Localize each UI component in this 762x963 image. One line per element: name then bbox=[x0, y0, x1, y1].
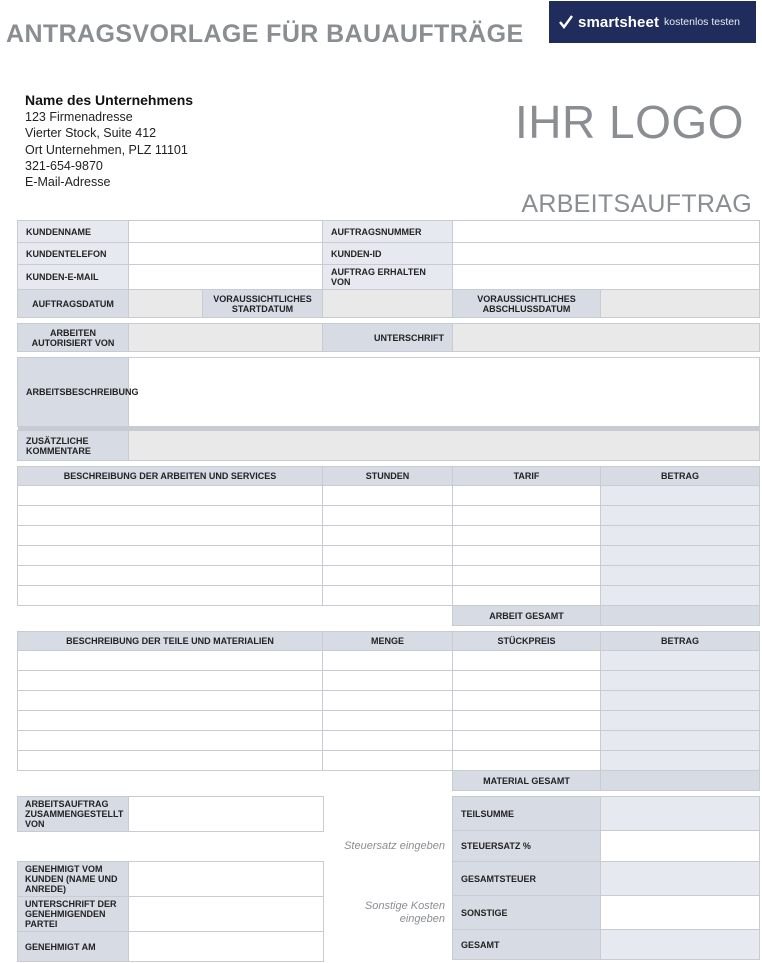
material-unit-price-cell[interactable] bbox=[453, 751, 601, 771]
labor-hours-cell[interactable] bbox=[323, 526, 453, 546]
subtotal-label: TEILSUMME bbox=[453, 797, 601, 831]
tax-rate-field[interactable] bbox=[601, 831, 760, 862]
material-quantity-cell[interactable] bbox=[323, 711, 453, 731]
material-unit-price-cell[interactable] bbox=[453, 731, 601, 751]
approved-by-customer-label: GENEHMIGT VOM KUNDEN (NAME UND ANREDE) bbox=[18, 862, 129, 897]
grand-total-field[interactable] bbox=[601, 930, 760, 960]
company-address-1: 123 Firmenadresse bbox=[25, 110, 133, 124]
description-table bbox=[17, 357, 760, 461]
est-start-label: VORAUSSICHTLICHES STARTDATUM bbox=[203, 290, 323, 318]
trial-cta: kostenlos testen bbox=[664, 16, 740, 28]
table-row bbox=[18, 486, 760, 506]
table-row bbox=[18, 586, 760, 606]
materials-col-unit-price: STÜCKPREIS bbox=[453, 632, 601, 651]
labor-amount-cell[interactable] bbox=[601, 486, 760, 506]
labor-description-cell[interactable] bbox=[18, 526, 323, 546]
labor-rate-cell[interactable] bbox=[453, 566, 601, 586]
materials-total-label: MATERIAL GESAMT bbox=[453, 771, 601, 791]
labor-hours-cell[interactable] bbox=[323, 506, 453, 526]
material-description-cell[interactable] bbox=[18, 671, 323, 691]
compiled-by-label: ARBEITSAUFTRAG ZUSAMMENGESTELLT VON bbox=[18, 797, 129, 832]
additional-comments-field[interactable] bbox=[129, 431, 760, 461]
customer-email-label: KUNDEN-E-MAIL bbox=[18, 265, 129, 290]
labor-total-spacer bbox=[323, 606, 453, 626]
materials-total-spacer bbox=[18, 771, 323, 791]
material-description-cell[interactable] bbox=[18, 711, 323, 731]
labor-rate-cell[interactable] bbox=[453, 526, 601, 546]
company-city: Ort Unternehmen, PLZ 11101 bbox=[25, 142, 188, 157]
customer-id-label: KUNDEN-ID bbox=[323, 243, 453, 265]
labor-rate-cell[interactable] bbox=[453, 486, 601, 506]
material-amount-cell[interactable] bbox=[601, 731, 760, 751]
tax-rate-hint: Steuersatz eingeben bbox=[344, 840, 445, 852]
company-email: E-Mail-Adresse bbox=[25, 175, 111, 190]
table-row bbox=[18, 651, 760, 671]
labor-description-cell[interactable] bbox=[18, 506, 323, 526]
materials-table bbox=[17, 631, 760, 791]
signature-field[interactable] bbox=[453, 324, 760, 352]
est-end-field[interactable] bbox=[601, 290, 760, 318]
work-description-field[interactable] bbox=[129, 358, 760, 427]
totals-table bbox=[452, 796, 760, 960]
approval-table-compiled bbox=[17, 796, 324, 832]
labor-description-cell[interactable] bbox=[18, 546, 323, 566]
material-description-cell[interactable] bbox=[18, 731, 323, 751]
table-row bbox=[18, 671, 760, 691]
customer-email-field[interactable] bbox=[129, 265, 323, 290]
company-phone: 321-654-9870 bbox=[25, 158, 103, 173]
smartsheet-trial-badge[interactable] bbox=[549, 1, 756, 43]
labor-amount-cell[interactable] bbox=[601, 546, 760, 566]
order-received-by-label: AUFTRAG ERHALTEN VON bbox=[323, 265, 453, 290]
customer-id-field[interactable] bbox=[453, 243, 760, 265]
other-costs-hint: Sonstige Kosten eingeben bbox=[364, 900, 445, 925]
material-unit-price-cell[interactable] bbox=[453, 671, 601, 691]
labor-hours-cell[interactable] bbox=[323, 586, 453, 606]
labor-col-hours: STUNDEN bbox=[323, 467, 453, 486]
labor-col-rate: TARIF bbox=[453, 467, 601, 486]
labor-hours-cell[interactable] bbox=[323, 486, 453, 506]
smartsheet-check-icon bbox=[559, 15, 573, 29]
materials-col-description: BESCHREIBUNG DER TEILE UND MATERIALIEN bbox=[18, 632, 323, 651]
grand-total-label: GESAMT bbox=[453, 930, 601, 960]
approved-on-label: GENEHMIGT AM bbox=[18, 932, 129, 962]
labor-col-amount: BETRAG bbox=[601, 467, 760, 486]
document-type: ARBEITSAUFTRAG bbox=[521, 190, 752, 218]
approver-signature-label: UNTERSCHRIFT DER GENEHMIGENDEN PARTEI bbox=[18, 897, 129, 932]
customer-info-table bbox=[17, 220, 760, 290]
labor-amount-cell[interactable] bbox=[601, 566, 760, 586]
total-tax-label: GESAMTSTEUER bbox=[453, 862, 601, 896]
material-quantity-cell[interactable] bbox=[323, 671, 453, 691]
table-row bbox=[18, 566, 760, 586]
dates-table bbox=[17, 289, 760, 318]
material-amount-cell[interactable] bbox=[601, 711, 760, 731]
material-description-cell[interactable] bbox=[18, 651, 323, 671]
material-quantity-cell[interactable] bbox=[323, 691, 453, 711]
table-row bbox=[18, 546, 760, 566]
materials-total-spacer bbox=[323, 771, 453, 791]
material-description-cell[interactable] bbox=[18, 751, 323, 771]
table-row bbox=[18, 711, 760, 731]
customer-name-label: KUNDENNAME bbox=[18, 221, 129, 243]
other-field[interactable] bbox=[601, 896, 760, 930]
company-name: Name des Unternehmens bbox=[25, 92, 194, 108]
authorized-by-label: ARBEITEN AUTORISIERT VON bbox=[18, 324, 129, 352]
material-quantity-cell[interactable] bbox=[323, 751, 453, 771]
labor-description-cell[interactable] bbox=[18, 586, 323, 606]
labor-total-spacer bbox=[18, 606, 323, 626]
material-quantity-cell[interactable] bbox=[323, 651, 453, 671]
table-row bbox=[18, 691, 760, 711]
compiled-by-field[interactable] bbox=[129, 797, 324, 832]
company-address-2: Vierter Stock, Suite 412 bbox=[25, 126, 157, 141]
material-amount-cell[interactable] bbox=[601, 751, 760, 771]
material-description-cell[interactable] bbox=[18, 691, 323, 711]
approved-by-customer-field[interactable] bbox=[129, 862, 324, 897]
material-unit-price-cell[interactable] bbox=[453, 651, 601, 671]
materials-total-field[interactable] bbox=[601, 771, 760, 791]
labor-col-description: BESCHREIBUNG DER ARBEITEN UND SERVICES bbox=[18, 467, 323, 486]
labor-amount-cell[interactable] bbox=[601, 586, 760, 606]
labor-total-field[interactable] bbox=[601, 606, 760, 626]
labor-hours-cell[interactable] bbox=[323, 546, 453, 566]
materials-col-quantity: MENGE bbox=[323, 632, 453, 651]
company-block bbox=[25, 91, 193, 190]
order-date-label: AUFTRAGSDATUM bbox=[18, 290, 129, 318]
approval-table bbox=[17, 861, 324, 962]
labor-description-cell[interactable] bbox=[18, 486, 323, 506]
material-unit-price-cell[interactable] bbox=[453, 691, 601, 711]
material-amount-cell[interactable] bbox=[601, 671, 760, 691]
labor-total-label: ARBEIT GESAMT bbox=[453, 606, 601, 626]
labor-description-cell[interactable] bbox=[18, 566, 323, 586]
material-quantity-cell[interactable] bbox=[323, 731, 453, 751]
material-amount-cell[interactable] bbox=[601, 691, 760, 711]
customer-phone-label: KUNDENTELEFON bbox=[18, 243, 129, 265]
material-unit-price-cell[interactable] bbox=[453, 711, 601, 731]
page-title: ANTRAGSVORLAGE FÜR BAUAUFTRÄGE bbox=[6, 20, 524, 48]
order-number-field[interactable] bbox=[453, 221, 760, 243]
approved-on-field[interactable] bbox=[129, 932, 324, 962]
labor-amount-cell[interactable] bbox=[601, 506, 760, 526]
customer-name-field[interactable] bbox=[129, 221, 323, 243]
subtotal-field[interactable] bbox=[601, 797, 760, 831]
signature-label: UNTERSCHRIFT bbox=[323, 324, 453, 352]
table-row bbox=[18, 506, 760, 526]
labor-rate-cell[interactable] bbox=[453, 546, 601, 566]
total-tax-field[interactable] bbox=[601, 862, 760, 896]
additional-comments-label: ZUSÄTZLICHE KOMMENTARE bbox=[18, 431, 129, 461]
approver-signature-field[interactable] bbox=[129, 897, 324, 932]
tax-rate-label: STEUERSATZ % bbox=[453, 831, 601, 862]
est-start-field[interactable] bbox=[323, 290, 453, 318]
work-description-label: ARBEITSBESCHREIBUNG bbox=[18, 358, 129, 427]
order-received-by-field[interactable] bbox=[453, 265, 760, 290]
materials-col-amount: BETRAG bbox=[601, 632, 760, 651]
table-row bbox=[18, 751, 760, 771]
labor-table bbox=[17, 466, 760, 626]
customer-phone-field[interactable] bbox=[129, 243, 323, 265]
material-amount-cell[interactable] bbox=[601, 651, 760, 671]
labor-rate-cell[interactable] bbox=[453, 506, 601, 526]
logo-placeholder: IHR LOGO bbox=[515, 96, 744, 148]
labor-rate-cell[interactable] bbox=[453, 586, 601, 606]
table-row bbox=[18, 526, 760, 546]
order-date-field[interactable] bbox=[129, 290, 203, 318]
est-end-label: VORAUSSICHTLICHES ABSCHLUSSDATUM bbox=[453, 290, 601, 318]
labor-amount-cell[interactable] bbox=[601, 526, 760, 546]
other-label: SONSTIGE bbox=[453, 896, 601, 930]
authorized-by-field[interactable] bbox=[129, 324, 323, 352]
table-row bbox=[18, 731, 760, 751]
labor-hours-cell[interactable] bbox=[323, 566, 453, 586]
authorization-table bbox=[17, 323, 760, 352]
order-number-label: AUFTRAGSNUMMER bbox=[323, 221, 453, 243]
brand-name: smartsheet bbox=[578, 13, 660, 31]
